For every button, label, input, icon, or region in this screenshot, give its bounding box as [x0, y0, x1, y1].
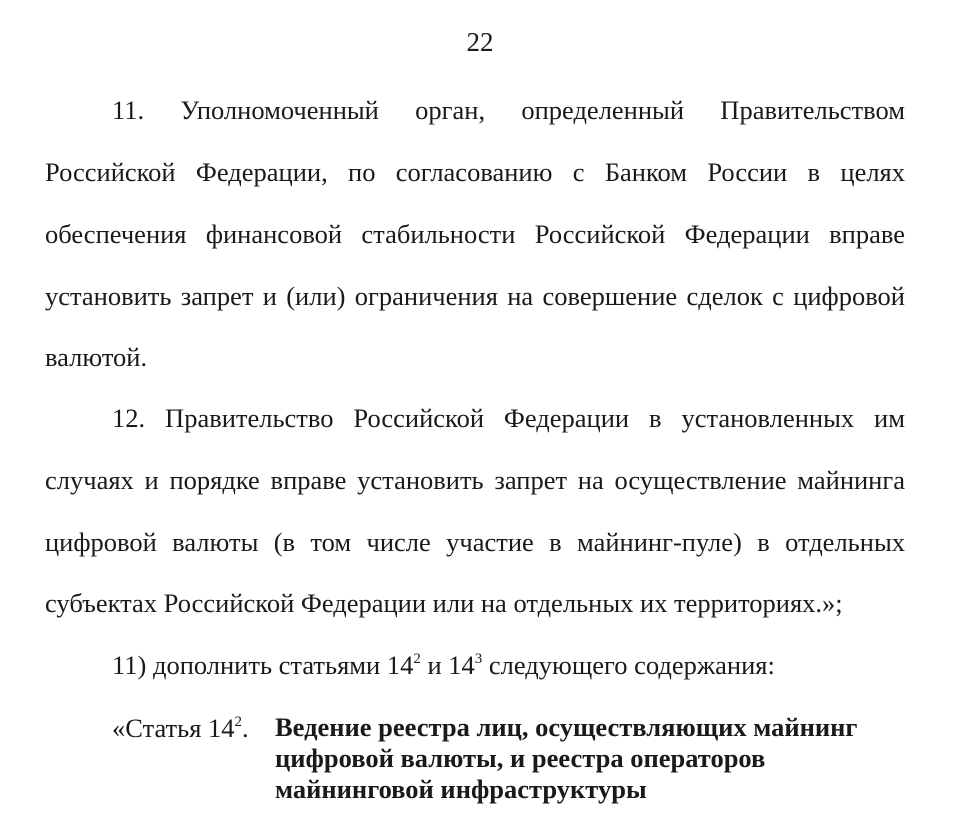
- superscript: 2: [413, 651, 421, 667]
- article-label: [112, 708, 249, 748]
- article-label-text: «Статья 14: [112, 713, 235, 743]
- text-line: субъектах Российской Федерации или на отдельных их территориях.»;: [45, 588, 843, 618]
- article-title-line: цифровой валюты, и реестра операторов: [275, 743, 766, 773]
- text-line: 11. Уполномоченный орган, определенный Правительством: [112, 95, 905, 125]
- article-title-line: майнинговой инфраструктуры: [275, 774, 647, 804]
- item-text: 11) дополнить статьями 14: [112, 650, 414, 680]
- page-number: 22: [466, 27, 494, 57]
- text-line: обеспечения финансовой стабильности Российской Федерации вправе: [45, 219, 905, 249]
- text-line: цифровой валюты (в том числе участие в майнинг-пуле) в отдельных: [45, 527, 905, 557]
- text-line: Российской Федерации, по согласованию с Банком России в целях: [45, 157, 905, 187]
- text-line: случаях и порядке вправе установить запрет на осуществление майнинга: [45, 465, 905, 495]
- item-text: и 14: [420, 650, 475, 680]
- item-text: следующего содержания:: [482, 650, 775, 680]
- superscript: 2: [234, 714, 243, 730]
- article-title-line: Ведение реестра лиц, осуществляющих майнинг: [275, 712, 858, 742]
- text-line: 12. Правительство Российской Федерации в установленных им: [112, 403, 905, 433]
- superscript: 3: [474, 651, 483, 667]
- amendment-item-11: [112, 645, 775, 685]
- text-line: установить запрет и (или) ограничения на совершение сделок с цифровой: [45, 281, 905, 311]
- article-label-suffix: .: [242, 713, 249, 743]
- text-line: валютой.: [45, 342, 148, 372]
- article-title: [275, 708, 915, 805]
